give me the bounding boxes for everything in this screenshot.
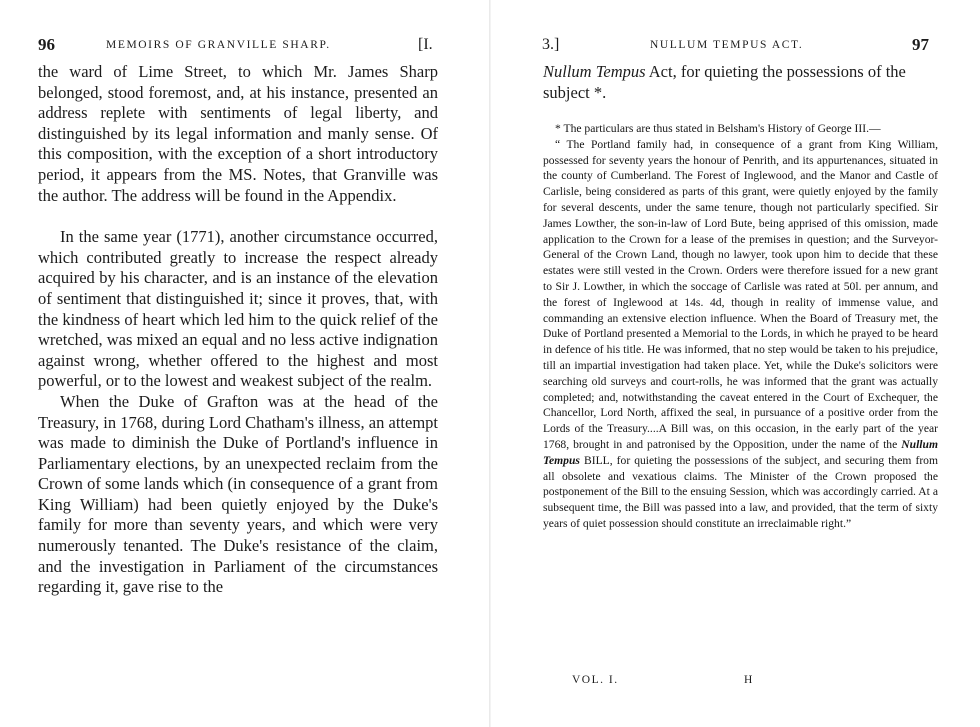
right-running-head	[542, 34, 934, 56]
left-body-text	[38, 62, 438, 598]
footnote-quote-part-1: “ The Portland family had, in consequence of a grant from King William, possessed for seventy years the honour of Penrith, and its appurtenances, situated in the county of Cumberland. The Forest of Inglewood, and the Manor and Castle of Carlisle, being considered as parts of this grant, were quietly enjoyed by the family for several descents, under the same tenure, though not particularly specified. Sir James Lowther, the son-in-law of Lord Bute, being apprised of this omission, made application to the Crown for a lease of the premises in question; and the Surveyor-General of the Crown Land, though no lawyer, took upon him to decide that these estates were still vested in the Crown. Orders were therefore issued for a new grant to Sir J. Lowther, in which the soccage of Carlisle was rated at 50l. per annum, and the forest of Inglewood at 14s. 4d, though in reality of immense value, and commanding an extensive election influence. When the Board of Treasury met, the Duke of Portland presented a Memorial to the Lords, in which he prayed to be heard in defence of his title. He was informed, that no step would be taken to his prejudice, till an impartial investigation had taken place. Yet, while the Duke's solicitors were searching old surveys and court-rolls, he was informed that the grant was actually completed; and, notwithstanding the caveat entered in the Court of Exchequer, the Chancellor, Lord North, affixed the seal, in pursuance of a positive order from the Lords of the Treasury....A Bill was, on this occasion, in the early part of the year 1768, brought in and patronised by the Opposition, under the name of the	[543, 137, 938, 451]
right-page-number: 97	[912, 35, 929, 54]
signature-volume: VOL. I.	[572, 674, 619, 686]
left-section-mark: [I.	[418, 36, 433, 53]
footnote-quote	[543, 137, 938, 532]
left-running-head	[38, 34, 438, 56]
left-paragraph-2: In the same year (1771), another circumstance occurred, which contributed greatly to increase the respect already acquired by his character, and is an instance of the elevation of sentiment that distinguished it; since it proves, that, with the kindness of heart which led him to the quick relief of the wretched, was mixed an equal and no less active indignation against wrong, whether offered to the highest and most powerful, or to the lowest and weakest subject of the realm.	[38, 227, 438, 391]
left-running-title: MEMOIRS OF GRANVILLE SHARP.	[106, 39, 331, 51]
left-paragraph-1: the ward of Lime Street, to which Mr. James Sharp belonged, stood foremost, and, at his instance, presented an address replete with sentiments of legal liberty, and distinguished by its legal information and manly sense. Of this composition, with the exception of a short introductory period, it appears from the MS. Notes, that Granville was the author. The address will be found in the Appendix.	[38, 62, 438, 205]
right-section-mark: 3.]	[542, 36, 560, 53]
right-body-rest: Act, for quieting the possessions of the subject *.	[543, 62, 906, 102]
right-body-text	[543, 62, 935, 103]
left-paragraph-3: When the Duke of Grafton was at the head of the Treasury, in 1768, during Lord Chatham's illness, an attempt was made to diminish the Duke of Portland's influence in Parliamentary elections, by an unexpected reclaim from the Crown of some lands which (in consequence of a grant from King William) had been quietly enjoyed by the Duke's family for more than seventy years, and which were very numerously tenanted. The Duke's resistance of the claim, and the investigation in Parliament of the circumstances regarding it, gave rise to the	[38, 391, 438, 597]
footnote	[543, 121, 938, 532]
footnote-quote-part-2: BILL, for quieting the possessions of the subject, and securing them from all obsolete and vexatious claims. The Minister of the Crown proposed the postponement of the Bill to the ensuing Session, which was accordingly carried. At a subsequent time, the Bill was passed into a law, and provided, that the term of sixty years of quiet possession should constitute an irreclaimable right.”	[543, 453, 938, 530]
footnote-intro: * The particulars are thus stated in Belsham's History of George III.—	[555, 122, 881, 135]
signature-mark: H	[744, 674, 754, 686]
right-running-title: NULLUM TEMPUS ACT.	[650, 39, 804, 51]
footnote-act-name: Nullum Tempus	[543, 437, 938, 467]
left-page-number: 96	[38, 35, 55, 54]
act-name: Nullum Tempus	[543, 62, 646, 81]
